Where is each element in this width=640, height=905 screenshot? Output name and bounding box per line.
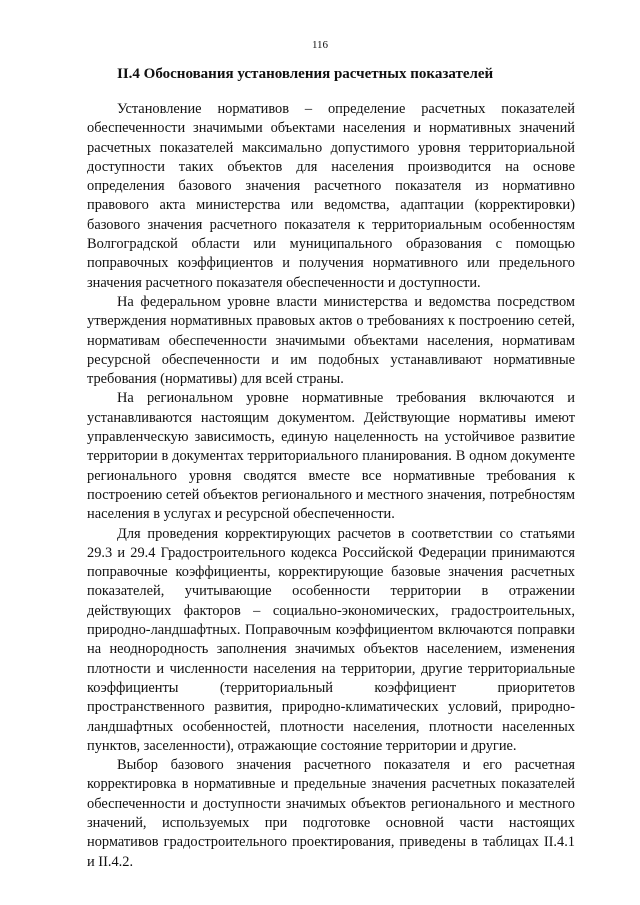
paragraph-4: Для проведения корректирующих расчетов в соответствии со статьями 29.3 и 29.4 Градостроительного кодекса Российской Федерации принимаются поправочные коэффициенты, корректирующие базовые значения расчетных показателей, учитывающие особенности территории в отражении действующих факторов – социально-экономических, градостроительных, природно-ландшафтных. Поправочным коэффициентом включаются поправки на неоднородность заполнения значимых объектов населением, изменения плотности и численности населения на территории, другие территориальные коэффициенты (территориальный коэффициент приоритетов пространственного развития, природно-климатических условий, природно-ландшафтных особенностей, плотности населения, плотности населенных пунктов, заселенности), отражающие состояние территории и другие.: [87, 525, 575, 754]
paragraph-1: Установление нормативов – определение расчетных показателей обеспеченности значимыми объектами населения и нормативных значений расчетных показателей максимально допустимого уровня территориальной доступности таких объектов для населения производится на основе определения базового значения расчетного показателя из нормативно правового акта министерства или ведомства, адаптации (корректировки) базового значения расчетного показателя к территориальным особенностям Волгоградской области или муниципального образования с помощью поправочных коэффициентов и получения нормативного или предельного значения расчетного показателя обеспеченности и доступности.: [87, 101, 575, 291]
page-number: 116: [311, 39, 329, 51]
paragraph-3: На региональном уровне нормативные требования включаются и устанавливаются настоящим документом. Действующие нормативы имеют управленческую зависимость, единую нацеленность на устойчивое развитие территории в документах территориального планирования. В одном документе регионального уровня сводятся вместе все нормативные требования к построению сетей объектов регионального и местного значения, потребностям населения в услугах и ресурсной обеспеченности.: [87, 390, 575, 523]
paragraph-5: Выбор базового значения расчетного показателя и его расчетная корректировка в нормативные и предельные значения расчетных показателей обеспеченности и доступности значимых объектов регионального и местного значений, используемых при подготовке основной части настоящих нормативов градостроительного проектирования, приведены в таблицах II.4.1 и II.4.2.: [87, 757, 575, 870]
body-text: [87, 100, 575, 872]
section-title: II.4 Обоснования установления расчетных показателей: [117, 66, 494, 82]
paragraph-2: На федеральном уровне власти министерства и ведомства посредством утверждения нормативных правовых актов о требованиях к построению сетей, нормативам обеспеченности значимыми объектами населения, нормативам ресурсной обеспеченности и им подобных устанавливают нормативные требования (нормативы) для всей страны.: [87, 293, 575, 388]
